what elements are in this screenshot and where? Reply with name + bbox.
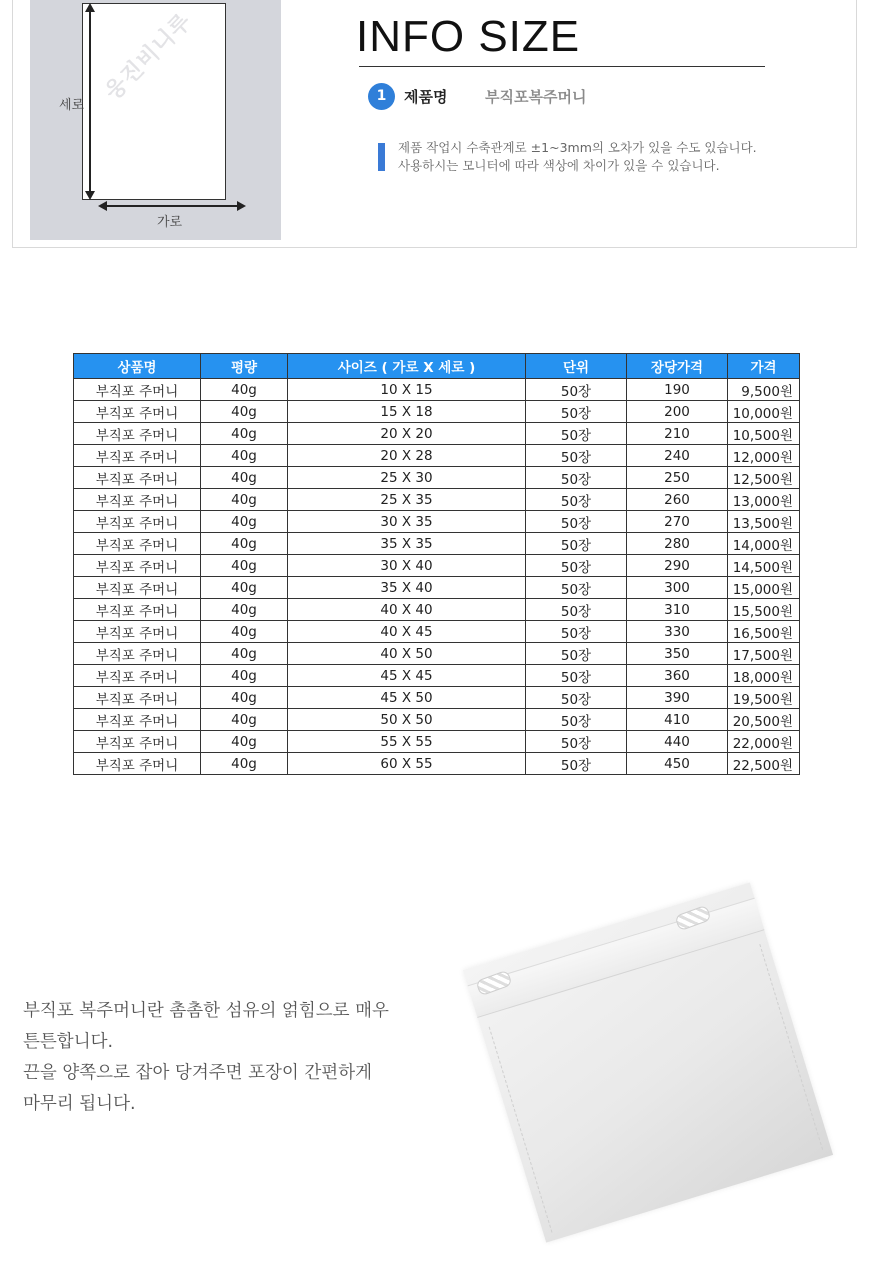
cell-size: 45 X 50	[288, 687, 526, 709]
table-row	[74, 621, 800, 643]
cell-unit: 50장	[526, 423, 627, 445]
cell-unit: 50장	[526, 379, 627, 401]
cell-unit-price: 450	[627, 753, 728, 775]
cell-product: 부직포 주머니	[74, 555, 201, 577]
cell-unit: 50장	[526, 445, 627, 467]
cell-product: 부직포 주머니	[74, 577, 201, 599]
cell-unit: 50장	[526, 511, 627, 533]
cell-price: 16,500원	[728, 621, 800, 643]
cell-weight: 40g	[201, 401, 288, 423]
cell-product: 부직포 주머니	[74, 511, 201, 533]
table-body	[74, 379, 800, 775]
cell-weight: 40g	[201, 599, 288, 621]
description-line: 마무리 됩니다.	[23, 1094, 136, 1114]
cell-product: 부직포 주머니	[74, 379, 201, 401]
cell-unit-price: 250	[627, 467, 728, 489]
cell-unit-price: 410	[627, 709, 728, 731]
cell-price: 12,000원	[728, 445, 800, 467]
cell-size: 40 X 50	[288, 643, 526, 665]
cell-size: 20 X 20	[288, 423, 526, 445]
cell-weight: 40g	[201, 709, 288, 731]
cell-unit-price: 390	[627, 687, 728, 709]
cell-unit: 50장	[526, 753, 627, 775]
cell-product: 부직포 주머니	[74, 643, 201, 665]
cell-size: 35 X 40	[288, 577, 526, 599]
cell-unit: 50장	[526, 555, 627, 577]
table-row	[74, 423, 800, 445]
table-row	[74, 489, 800, 511]
cell-weight: 40g	[201, 467, 288, 489]
step-number-badge: 1	[368, 83, 395, 110]
cell-size: 35 X 35	[288, 533, 526, 555]
cell-size: 40 X 45	[288, 621, 526, 643]
table-row	[74, 577, 800, 599]
info-size-card	[12, 0, 857, 248]
cell-unit-price: 190	[627, 379, 728, 401]
cell-product: 부직포 주머니	[74, 423, 201, 445]
cell-product: 부직포 주머니	[74, 533, 201, 555]
cell-weight: 40g	[201, 489, 288, 511]
title-divider	[359, 66, 765, 67]
cell-unit-price: 280	[627, 533, 728, 555]
column-header-unit-price: 장당가격	[627, 354, 728, 379]
cell-size: 60 X 55	[288, 753, 526, 775]
description-line: 끈을 양쪽으로 잡아 당겨주면 포장이 간편하게	[23, 1063, 373, 1083]
cell-weight: 40g	[201, 643, 288, 665]
cell-size: 10 X 15	[288, 379, 526, 401]
cell-unit-price: 300	[627, 577, 728, 599]
cell-product: 부직포 주머니	[74, 401, 201, 423]
cell-unit: 50장	[526, 643, 627, 665]
cell-unit-price: 330	[627, 621, 728, 643]
cell-price: 22,000원	[728, 731, 800, 753]
cell-price: 15,000원	[728, 577, 800, 599]
watermark-text: 웅진비니루	[100, 8, 197, 106]
cell-unit: 50장	[526, 665, 627, 687]
cell-unit: 50장	[526, 599, 627, 621]
diagram-sheet	[82, 3, 226, 200]
cell-unit: 50장	[526, 401, 627, 423]
cell-unit: 50장	[526, 731, 627, 753]
cell-product: 부직포 주머니	[74, 709, 201, 731]
horizontal-arrow-icon	[100, 205, 244, 207]
cell-size: 30 X 40	[288, 555, 526, 577]
cell-unit: 50장	[526, 687, 627, 709]
cell-unit-price: 360	[627, 665, 728, 687]
cell-weight: 40g	[201, 379, 288, 401]
cell-size: 20 X 28	[288, 445, 526, 467]
price-table	[73, 353, 800, 775]
cell-unit: 50장	[526, 489, 627, 511]
cell-unit-price: 200	[627, 401, 728, 423]
table-row	[74, 643, 800, 665]
cell-price: 22,500원	[728, 753, 800, 775]
cell-product: 부직포 주머니	[74, 599, 201, 621]
cell-unit: 50장	[526, 467, 627, 489]
cell-unit: 50장	[526, 621, 627, 643]
size-note	[398, 139, 757, 175]
cell-price: 12,500원	[728, 467, 800, 489]
cell-price: 19,500원	[728, 687, 800, 709]
vertical-arrow-icon	[89, 5, 91, 198]
cell-price: 18,000원	[728, 665, 800, 687]
table-row	[74, 753, 800, 775]
cell-weight: 40g	[201, 423, 288, 445]
horizontal-label: 가로	[157, 215, 183, 230]
cell-product: 부직포 주머니	[74, 621, 201, 643]
description-line: 튼튼합니다.	[23, 1032, 114, 1052]
product-description	[23, 996, 389, 1120]
table-row	[74, 599, 800, 621]
table-header-row	[74, 354, 800, 379]
table-row	[74, 665, 800, 687]
cell-unit-price: 310	[627, 599, 728, 621]
cell-price: 14,000원	[728, 533, 800, 555]
cell-price: 20,500원	[728, 709, 800, 731]
info-title: INFO SIZE	[356, 12, 581, 61]
table-row	[74, 379, 800, 401]
cell-weight: 40g	[201, 533, 288, 555]
table-row	[74, 731, 800, 753]
cell-unit-price: 440	[627, 731, 728, 753]
note-line: 사용하시는 모니터에 따라 색상에 차이가 있을 수 있습니다.	[398, 158, 720, 173]
cell-weight: 40g	[201, 577, 288, 599]
cell-weight: 40g	[201, 753, 288, 775]
cell-unit: 50장	[526, 709, 627, 731]
cell-product: 부직포 주머니	[74, 731, 201, 753]
cell-price: 13,000원	[728, 489, 800, 511]
table-row	[74, 445, 800, 467]
table-row	[74, 709, 800, 731]
column-header-size: 사이즈 ( 가로 X 세로 )	[288, 354, 526, 379]
cell-size: 25 X 30	[288, 467, 526, 489]
note-accent-bar	[378, 143, 385, 171]
table-row	[74, 555, 800, 577]
cell-size: 40 X 40	[288, 599, 526, 621]
cell-price: 13,500원	[728, 511, 800, 533]
column-header-weight: 평량	[201, 354, 288, 379]
product-name-label: 제품명	[404, 88, 448, 106]
cell-weight: 40g	[201, 665, 288, 687]
cell-size: 55 X 55	[288, 731, 526, 753]
table-row	[74, 401, 800, 423]
cell-product: 부직포 주머니	[74, 687, 201, 709]
cell-unit-price: 210	[627, 423, 728, 445]
column-header-price: 가격	[728, 354, 800, 379]
column-header-product: 상품명	[74, 354, 201, 379]
vertical-label: 세로	[59, 98, 85, 113]
table-row	[74, 687, 800, 709]
note-line: 제품 작업시 수축관계로 ±1~3mm의 오차가 있을 수도 있습니다.	[398, 140, 757, 155]
cell-price: 15,500원	[728, 599, 800, 621]
cell-weight: 40g	[201, 445, 288, 467]
cell-size: 25 X 35	[288, 489, 526, 511]
cell-price: 10,500원	[728, 423, 800, 445]
cell-size: 50 X 50	[288, 709, 526, 731]
cell-unit-price: 350	[627, 643, 728, 665]
cell-weight: 40g	[201, 555, 288, 577]
product-name-value: 부직포복주머니	[485, 88, 587, 106]
cell-unit-price: 270	[627, 511, 728, 533]
cell-price: 9,500원	[728, 379, 800, 401]
table-row	[74, 467, 800, 489]
size-diagram	[30, 0, 281, 240]
column-header-unit: 단위	[526, 354, 627, 379]
table-row	[74, 533, 800, 555]
cell-unit: 50장	[526, 577, 627, 599]
description-line: 부직포 복주머니란 촘촘한 섬유의 얽힘으로 매우	[23, 1001, 389, 1021]
cell-size: 15 X 18	[288, 401, 526, 423]
cell-unit-price: 290	[627, 555, 728, 577]
cell-unit-price: 260	[627, 489, 728, 511]
cell-price: 14,500원	[728, 555, 800, 577]
cell-product: 부직포 주머니	[74, 445, 201, 467]
cell-product: 부직포 주머니	[74, 467, 201, 489]
cell-weight: 40g	[201, 687, 288, 709]
cell-weight: 40g	[201, 731, 288, 753]
cell-size: 45 X 45	[288, 665, 526, 687]
table-row	[74, 511, 800, 533]
cell-size: 30 X 35	[288, 511, 526, 533]
cell-unit-price: 240	[627, 445, 728, 467]
cell-weight: 40g	[201, 511, 288, 533]
cell-product: 부직포 주머니	[74, 489, 201, 511]
cell-weight: 40g	[201, 621, 288, 643]
cell-product: 부직포 주머니	[74, 753, 201, 775]
cell-unit: 50장	[526, 533, 627, 555]
cell-product: 부직포 주머니	[74, 665, 201, 687]
cell-price: 10,000원	[728, 401, 800, 423]
cell-price: 17,500원	[728, 643, 800, 665]
